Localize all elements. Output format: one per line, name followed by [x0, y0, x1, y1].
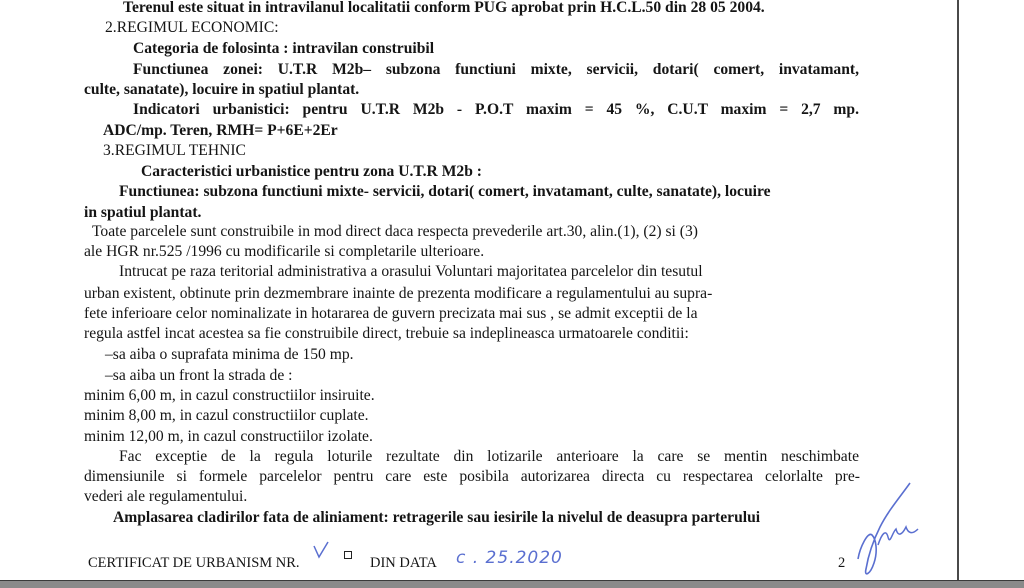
text-line: Functiunea zonei: U.T.R M2b– subzona functiuni mixte, servicii, dotari( comert, invatamant, [133, 61, 859, 78]
page-number: 2 [838, 555, 846, 571]
section-heading: 3.REGIMUL TEHNIC [103, 142, 246, 159]
signature-image [848, 475, 928, 585]
text-line: regula astfel incat acestea sa fie construibile direct, trebuie sa indeplineasca urmatoarele conditii: [84, 325, 689, 342]
handwritten-date: c . 25.2020 [456, 548, 563, 568]
text-line: dimensiunile si formele parcelelor pentru care este posibila autorizarea directa cu respectarea celorlalte pre- [84, 468, 860, 485]
handwritten-checkmark-icon [312, 540, 330, 560]
subsection-heading: Caracteristici urbanistice pentru zona U.T.R M2b : [141, 163, 482, 180]
text-line: vederi ale regulamentului. [84, 488, 248, 505]
text-line: urban existent, obtinute prin dezmembrare inainte de prezenta modificare a regulamentului au supra- [84, 285, 713, 302]
text-line: fete inferioare celor nominalizate in hotararea de guvern precizata mai sus , se admit exceptii de la [84, 305, 698, 322]
section-heading: 2.REGIMUL ECONOMIC: [105, 19, 279, 36]
page-edge-right [957, 0, 959, 588]
text-line: minim 8,00 m, in cazul constructiilor cuplate. [84, 407, 369, 424]
text-line: Fac exceptie de la regula loturile rezultate din lotizarile anterioare la care se mentin neschimbate [119, 448, 859, 465]
footer-date-label: DIN DATA [370, 555, 437, 571]
text-line: in spatiul plantat. [84, 204, 202, 221]
text-line: Categoria de folosinta : intravilan construibil [133, 40, 435, 57]
text-line: Indicatori urbanistici: pentru U.T.R M2b - P.O.T maxim = 45 %, C.U.T maxim = 2,7 mp. [133, 101, 859, 118]
text-line: Functiunea: subzona functiuni mixte- servicii, dotari( comert, invatamant, culte, sanatate), locuire [119, 183, 771, 200]
text-line: minim 6,00 m, in cazul constructiilor insiruite. [84, 387, 375, 404]
checkbox-mark [344, 551, 352, 559]
page-edge-bottom [0, 581, 1024, 588]
text-line: Amplasarea cladirilor fata de aliniament: retragerile sau iesirile la nivelul de deasupra parterului [113, 509, 761, 526]
text-line: culte, sanatate), locuire in spatiul plantat. [84, 81, 360, 98]
text-line: Intrucat pe raza teritorial administrativa a orasului Voluntari majoritatea parcelelor din tesutul [119, 263, 703, 280]
text-line: minim 12,00 m, in cazul constructiilor izolate. [84, 428, 373, 445]
text-line: ale HGR nr.525 /1996 cu modificarile si completarile ulterioare. [84, 243, 485, 260]
text-line: –sa aiba un front la strada de : [105, 367, 293, 384]
text-line: Terenul este situat in intravilanul localitatii conform PUG aprobat prin H.C.L.50 din 28 05 2004. [123, 0, 765, 16]
footer-certificate-label: CERTIFICAT DE URBANISM NR. [88, 555, 300, 571]
text-line: Toate parcelele sunt construibile in mod direct daca respecta prevederile art.30, alin.(1), (2) si (3) [92, 223, 698, 240]
text-line: –sa aiba o suprafata minima de 150 mp. [105, 346, 354, 363]
text-line: ADC/mp. Teren, RMH= P+6E+2Er [103, 122, 338, 139]
